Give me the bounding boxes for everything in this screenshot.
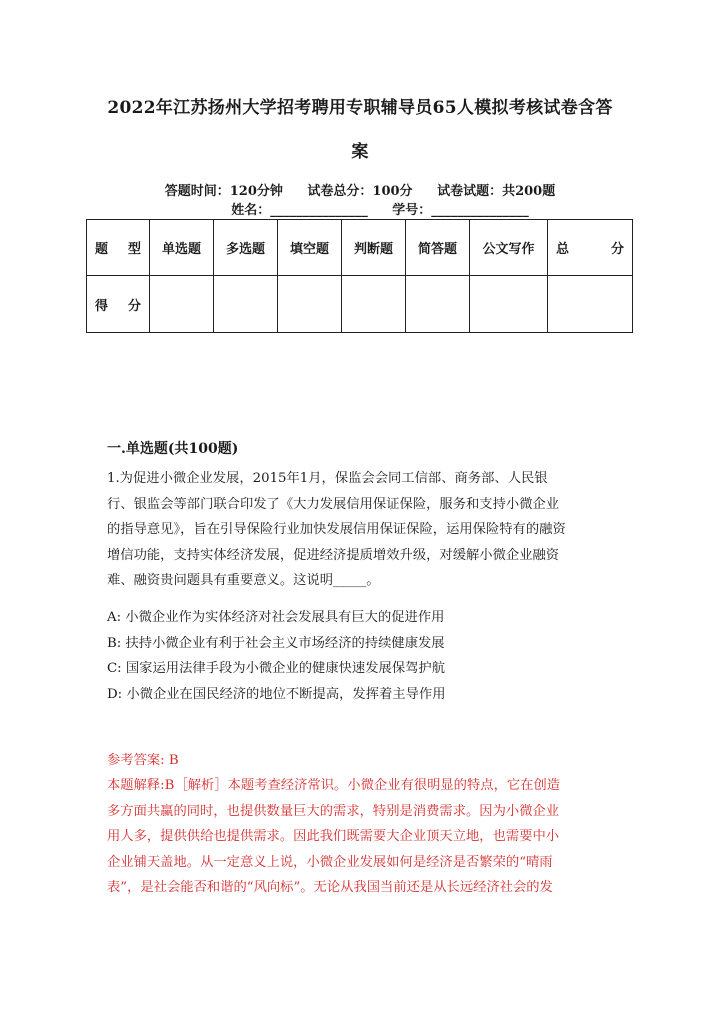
options-list bbox=[107, 605, 446, 707]
page-title bbox=[60, 90, 660, 170]
option-b: B: 扶持小微企业有利于社会主义市场经济的持续健康发展 bbox=[107, 635, 445, 651]
option-d: D: 小微企业在国民经济的地位不断提高，发挥着主导作用 bbox=[107, 686, 446, 702]
title-line-2: 案 bbox=[351, 142, 369, 162]
exam-meta bbox=[0, 183, 720, 201]
student-id-field: 学号：_______________ bbox=[392, 203, 529, 218]
name-field: 姓名：_______________ bbox=[231, 203, 368, 218]
answer-explanation bbox=[107, 773, 604, 901]
explanation-line: 本题解释:B［解析］本题考查经济常识。小微企业有很明显的特点，它在创造 bbox=[107, 778, 561, 793]
question-line: 增信功能，支持实体经济发展，促进经济提质增效升级，对缓解小微企业融资 bbox=[107, 547, 560, 563]
score-table-header-row bbox=[87, 220, 633, 276]
score-cell bbox=[150, 276, 214, 333]
column-header: 填空题 bbox=[278, 220, 342, 276]
option-c: C: 国家运用法律手段为小微企业的健康快速发展保驾护航 bbox=[107, 661, 446, 677]
exam-total-score: 试卷总分：100分 bbox=[307, 184, 413, 199]
total-label-char: 总 bbox=[556, 242, 570, 257]
score-cell bbox=[548, 276, 633, 333]
score-table-score-row bbox=[87, 276, 633, 333]
option-a: A: 小微企业作为实体经济对社会发展具有巨大的促进作用 bbox=[107, 610, 445, 625]
title-line-1: 2022年江苏扬州大学招考聘用专职辅导员65人模拟考核试卷含答 bbox=[107, 98, 613, 118]
section-heading: 一.单选题(共100题) bbox=[107, 441, 239, 457]
column-header: 多选题 bbox=[214, 220, 278, 276]
exam-time: 答题时间：120分钟 bbox=[164, 184, 283, 199]
score-cell bbox=[278, 276, 342, 333]
header-label-char: 题 bbox=[95, 242, 109, 257]
question-line: 难、融资贵问题具有重要意义。这说明_____。 bbox=[107, 573, 380, 588]
score-label-cell bbox=[87, 276, 150, 333]
explanation-line: 企业铺天盖地。从一定意义上说，小微企业发展如何是经济是否繁荣的“晴雨 bbox=[107, 854, 553, 870]
student-info bbox=[0, 202, 720, 220]
header-label-char: 型 bbox=[127, 242, 141, 257]
explanation-line: 用人多，提供供给也提供需求。因此我们既需要大企业顶天立地，也需要中小 bbox=[107, 829, 560, 845]
column-header: 判断题 bbox=[342, 220, 406, 276]
question-line: 行、银监会等部门联合印发了《大力发展信用保证保险，服务和支持小微企业 bbox=[107, 496, 560, 512]
score-table bbox=[86, 219, 633, 333]
score-label-char: 得 bbox=[95, 298, 109, 314]
reference-answer: 参考答案: B bbox=[107, 753, 179, 768]
question-text bbox=[107, 466, 602, 594]
column-header: 简答题 bbox=[406, 220, 470, 276]
score-cell bbox=[406, 276, 470, 333]
explanation-line: 表”，是社会能否和谐的“风向标”。无论从我国当前还是从长远经济社会的发 bbox=[107, 880, 553, 896]
header-label-cell bbox=[87, 220, 150, 276]
column-header: 公文写作 bbox=[470, 220, 548, 276]
total-label-char: 分 bbox=[610, 242, 624, 257]
question-line: 1.为促进小微企业发展，2015年1月，保监会会同工信部、商务部、人民银 bbox=[107, 471, 548, 486]
exam-question-count: 试卷试题：共200题 bbox=[437, 184, 556, 199]
score-cell bbox=[342, 276, 406, 333]
score-cell bbox=[214, 276, 278, 333]
explanation-line: 多方面共赢的同时，也提供数量巨大的需求，特别是消费需求。因为小微企业 bbox=[107, 803, 560, 819]
score-label-char: 分 bbox=[127, 298, 141, 314]
column-header: 单选题 bbox=[150, 220, 214, 276]
score-cell bbox=[470, 276, 548, 333]
total-header-cell bbox=[548, 220, 633, 276]
question-line: 的指导意见》，旨在引导保险行业加快发展信用保证保险，运用保险特有的融资 bbox=[107, 522, 566, 537]
